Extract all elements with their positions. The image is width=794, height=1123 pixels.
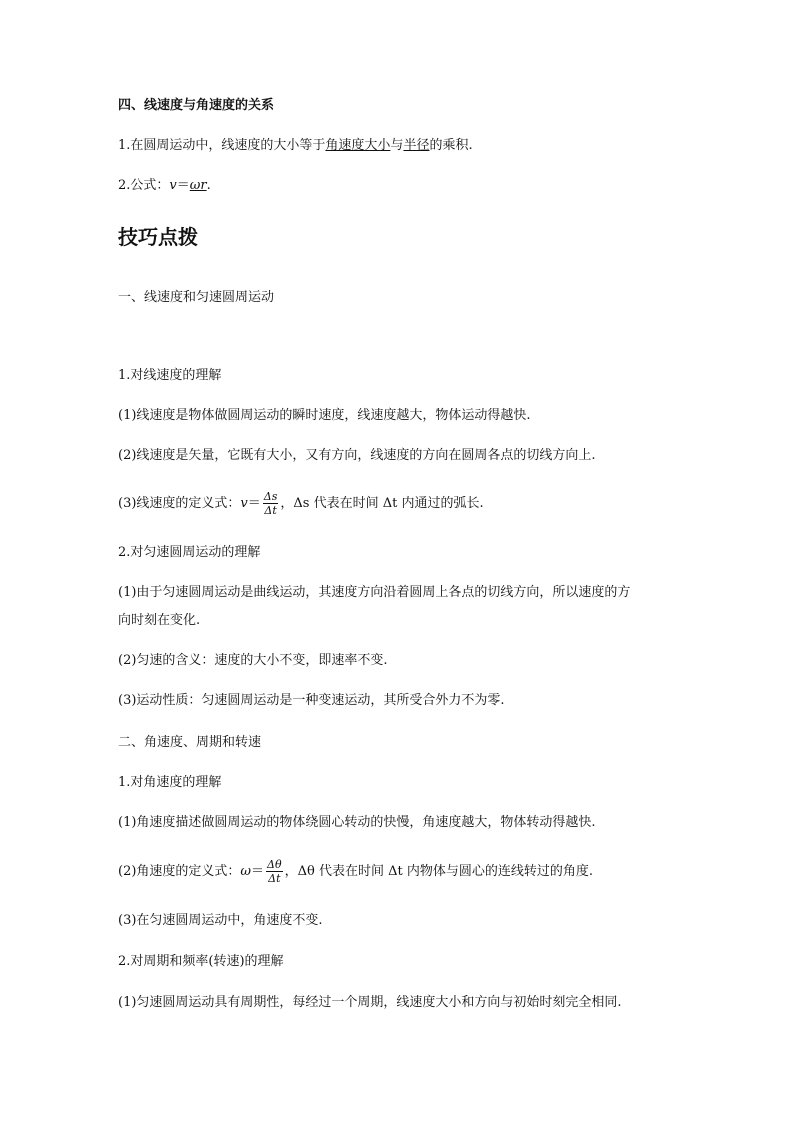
symbol-v: v <box>240 496 248 511</box>
part1-item-5: (2)匀速的含义：速度的大小不变，即速率不变. <box>118 653 388 668</box>
fraction-numerator: Δθ <box>267 858 282 871</box>
equals-sign: ＝ <box>176 178 190 193</box>
part1-heading: 一、线速度和匀速圆周运动 <box>118 290 275 305</box>
part2-subtitle-2: 2.对周期和频率(转速)的理解 <box>118 954 284 969</box>
section4-paragraph-1 <box>118 137 473 155</box>
part2-heading: 二、角速度、周期和转速 <box>118 735 262 750</box>
tips-title: 技巧点拨 <box>118 225 198 249</box>
text: 2.公式： <box>118 178 170 193</box>
text: ，Δθ 代表在时间 Δt 内物体与圆心的连线转过的角度. <box>284 864 593 879</box>
part1-item-6: (3)运动性质：匀速圆周运动是一种变速运动，其所受合外力不为零. <box>118 693 505 708</box>
underlined-term-radius: 半径 <box>403 138 430 153</box>
equals-sign: ＝ <box>251 864 265 879</box>
fraction-denominator: Δt <box>268 872 281 885</box>
text: (3)线速度的定义式： <box>118 496 241 511</box>
text: (2)角速度的定义式： <box>118 864 241 879</box>
part1-item-4-line-2: 向时刻在变化. <box>118 613 201 628</box>
part2-item-2 <box>118 855 593 889</box>
symbol-v: v <box>169 178 177 193</box>
fraction-delta-theta-over-delta-t <box>266 858 283 885</box>
text: ，Δs 代表在时间 Δt 内通过的弧长. <box>280 496 484 511</box>
fraction-denominator: Δt <box>264 504 277 517</box>
fraction-delta-s-over-delta-t <box>263 490 279 517</box>
part2-item-3: (3)在匀速圆周运动中，角速度不变. <box>118 913 323 928</box>
part2-item-1: (1)角速度描述做圆周运动的物体绕圆心转动的快慢，角速度越大，物体转动得越快. <box>118 815 596 830</box>
section4-heading: 四、线速度与角速度的关系 <box>118 98 275 113</box>
text: 1.在圆周运动中，线速度的大小等于 <box>118 138 326 153</box>
underlined-term-angular-speed: 角速度大小 <box>325 138 391 153</box>
text: . <box>206 178 211 193</box>
part1-item-2: (2)线速度是矢量，它既有大小，又有方向，线速度的方向在圆周各点的切线方向上. <box>118 448 596 463</box>
text: 与 <box>390 138 404 153</box>
fraction-numerator: Δs <box>263 490 278 503</box>
part1-subtitle-2: 2.对匀速圆周运动的理解 <box>118 545 261 560</box>
part2-subtitle-1: 1.对角速度的理解 <box>118 775 222 790</box>
part2-item-4: (1)匀速圆周运动具有周期性，每经过一个周期，线速度大小和方向与初始时刻完全相同. <box>118 995 622 1010</box>
part1-item-4-line-1: (1)由于匀速圆周运动是曲线运动，其速度方向沿着圆周上各点的切线方向，所以速度的方 <box>118 585 631 600</box>
part1-item-3 <box>118 487 484 521</box>
section4-formula <box>118 177 211 195</box>
part1-subtitle-1: 1.对线速度的理解 <box>118 368 222 383</box>
text: 的乘积. <box>429 138 473 153</box>
equals-sign: ＝ <box>247 496 261 511</box>
part1-item-1: (1)线速度是物体做圆周运动的瞬时速度，线速度越大，物体运动得越快. <box>118 408 531 423</box>
underlined-formula-omega-r: ωr <box>189 178 207 193</box>
symbol-omega: ω <box>240 864 252 879</box>
